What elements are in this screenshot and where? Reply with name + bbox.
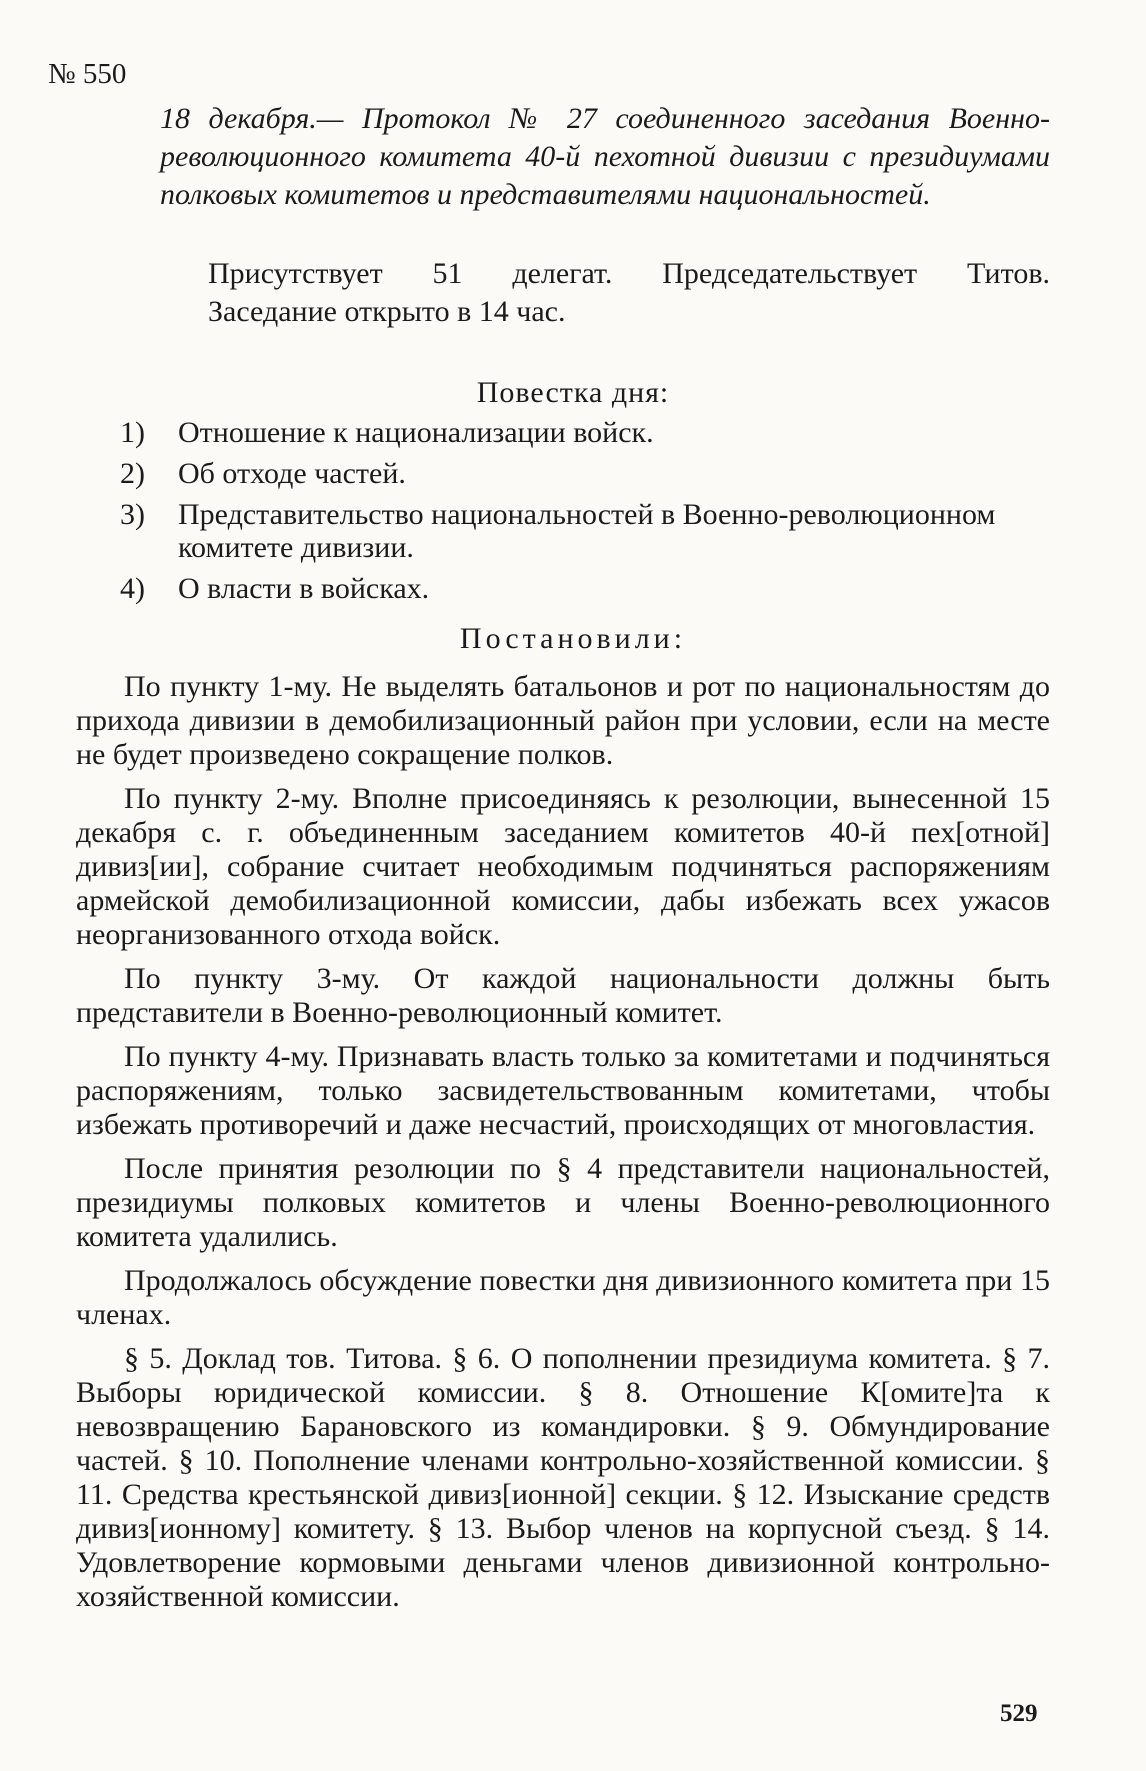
resolution-paragraph: По пункту 3-му. От каждой национальности должны быть представители в Военно-революционный комитет. (76, 962, 1050, 1029)
resolution-paragraph: По пункту 1-му. Не выделять батальонов и рот по национальностям до прихода дивизии в демобилизационный район при условии, если на месте не будет произведено сокращение полков. (76, 670, 1050, 771)
resolution-paragraph: После принятия резолюции по § 4 представители национальностей, президиумы полковых комитетов и члены Военно-революционного комитета удалились. (76, 1152, 1050, 1253)
attendance-info (208, 255, 1050, 331)
agenda-item (120, 416, 1050, 449)
document-heading: 18 декабря.— Протокол № 27 соединенного заседания Военно-революционного комитета 40-й пехотной дивизии с президиумами полковых комитетов и представителями национальностей. (160, 102, 1050, 211)
agenda-item (120, 498, 1050, 564)
opening-time-line: Заседание открыто в 14 час. (208, 295, 566, 328)
agenda-item (120, 457, 1050, 490)
agenda-list (120, 416, 1050, 613)
document-number: № 550 (48, 58, 127, 90)
agenda-item-text: Об отходе частей. (178, 457, 406, 490)
agenda-title: Повестка дня: (476, 376, 670, 409)
resolved-title: Постановили: (459, 622, 687, 655)
resolution-paragraph: § 5. Доклад тов. Титова. § 6. О пополнении президиума комитета. § 7. Выборы юридической комиссии. § 8. Отношение К[омите]та к невозвращению Барановского из командировки. § 9. Обмундирование частей. § 10. Пополнение членами контрольно-хозяйственной комиссии. § 11. Средства крестьянской дивиз[ионной] секции. § 12. Изыскание средств дивиз[ионному] комитету. § 13. Выбор членов на корпусной съезд. § 14. Удовлетворение кормовыми деньгами членов дивизионной контрольно-хозяйственной комиссии. (76, 1342, 1050, 1613)
agenda-item-text: О власти в войсках. (178, 572, 430, 605)
agenda-item (120, 572, 1050, 605)
agenda-item-text: Представительство национальностей в Военно-революционном комитете дивизии. (178, 498, 996, 564)
resolution-body (76, 670, 1050, 1624)
attendance-line: Присутствует 51 делегат. Председательствует Титов. (208, 257, 1050, 290)
agenda-item-number: 2) (120, 457, 145, 490)
agenda-item-number: 4) (120, 572, 145, 605)
resolution-paragraph: По пункту 2-му. Вполне присоединяясь к резолюции, вынесенной 15 декабря с. г. объединенным заседанием комитетов 40-й пех[отной] дивиз[ии], собрание считает необходимым подчиняться распоряжениям армейской демобилизационной комиссии, дабы избежать всех ужасов неорганизованного отхода войск. (76, 782, 1050, 951)
resolution-paragraph: Продолжалось обсуждение повестки дня дивизионного комитета при 15 членах. (76, 1264, 1050, 1331)
agenda-item-text: Отношение к национализации войск. (178, 416, 654, 449)
agenda-item-number: 3) (120, 498, 145, 531)
resolution-paragraph: По пункту 4-му. Признавать власть только за комитетами и подчиняться распоряжениям, только засвидетельствованным комитетами, чтобы избежать противоречий и даже несчастий, происходящих от многовластия. (76, 1040, 1050, 1141)
agenda-item-number: 1) (120, 416, 145, 449)
page-number: 529 (1000, 1700, 1038, 1727)
